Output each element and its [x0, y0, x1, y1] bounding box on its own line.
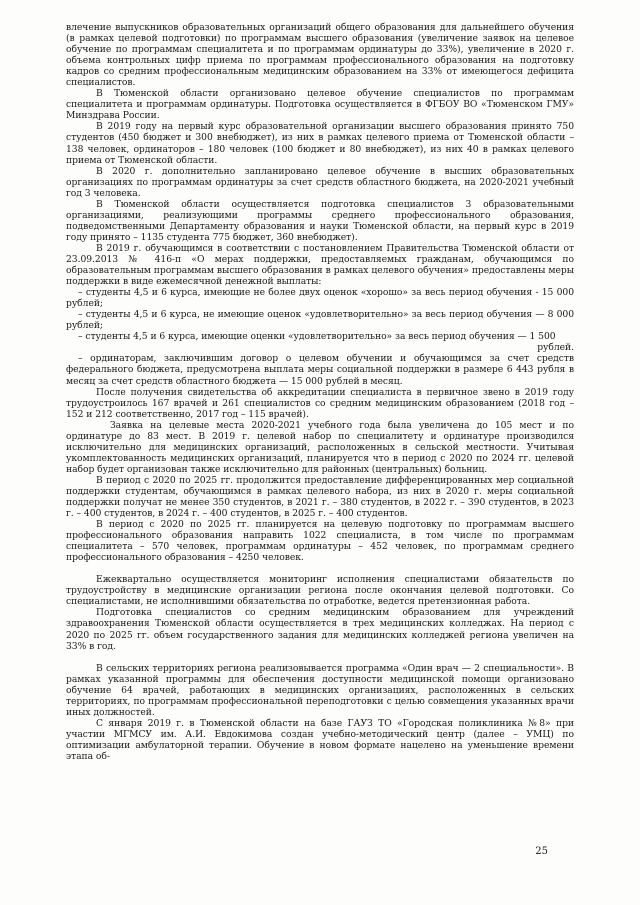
paragraph: После получения свидетельства об аккредитации специалиста в первичное звено в 2019 году трудоустроилось 167 врачей и 261 специалистов со средним медицинским образованием (2018 год – 152 и 212 соответственно, 2017 год – 115 врачей). — [66, 386, 574, 420]
paragraph: В 2019 году на первый курс образовательной организации высшего образования принято 750 студентов (450 бюджет и 300 внебюджет), из них в рамках целевого приема от Тюменской области – 138 человек, ординаторов – 180 человек (100 бюджет и 80 внебюджет), из них 40 в рамках целевого приема от Тюменской области. — [66, 121, 574, 166]
list-item: – ординаторам, заключившим договор о целевом обучении и обучающимся за счет средств федерального бюджета, предусмотрена выплата меры социальной поддержки в размере 6 443 рубля в месяц за счет средств областного бюджета — 15 000 рублей в месяц. — [66, 353, 574, 387]
paragraph: Ежеквартально осуществляется мониторинг исполнения специалистами обязательств по трудоустройству в медицинские организации региона после окончания целевой подготовки. Со специалистами, не исполнившими обязательства по отработке, ведется претензионная работа. — [66, 574, 574, 608]
paragraph: С января 2019 г. в Тюменской области на базе ГАУЗ ТО «Городская поликлиника №8» при участии МГМСУ им. А.И. Евдокимова создан учебно-методический центр (далее – УМЦ) по оптимизации амбулаторной терапии. Обучение в новом формате нацелено на уменьшение времени этапа об- — [66, 717, 574, 762]
paragraph: В период с 2020 по 2025 гг. продолжится предоставление дифференцированных мер социальной поддержки студентам, обучающимся в рамках целевого набора, из них в 2020 г. меры социальной поддержки получат не менее 350 студентов, в 2021 г. – 380 студентов, в 2022 г. – 390 студентов, в 2023 г. – 400 студентов, в 2024 г. – 400 студентов, в 2025 г. – 400 студентов. — [66, 474, 574, 520]
list-item-continuation: рублей. — [537, 342, 574, 354]
paragraph: В сельских территориях региона реализовывается программа «Один врач — 2 специальности». В рамках указанной программы для обеспечения доступности медицинской помощи организовано обучение 64 врачей, работающих в медицинских организациях, расположенных в сельских территориях, по программам профессиональной переподготовки с целью совмещения указанных врачи иных должностей. — [66, 662, 574, 718]
list-item: – студенты 4,5 и 6 курса, имеющие оценки «удовлетворительно» за весь период обучения — 1 500 — [78, 331, 556, 343]
paragraph: Подготовка специалистов со средним медицинским образованием для учреждений здравоохранения Тюменской области осуществляется в трех медицинских колледжах. На период с 2020 по 2025 гг. объем государственного задания для медицинских колледжей региона увеличен на 33% в год. — [66, 607, 574, 652]
paragraph: В период с 2020 по 2025 гг. планируется на целевую подготовку по программам высшего профессионального образования направить 1022 специалиста, в том числе по программам специалитета – 570 человек, программам ординатуры – 452 человек, по программам среднего профессионального образования – 4250 человек. — [66, 519, 574, 564]
list-item: – студенты 4,5 и 6 курса, не имеющие оценок «удовлетворительно» за весь период обучения — 8 000 рублей; — [66, 309, 574, 332]
paragraph: влечение выпускников образовательных организаций общего образования для дальнейшего обучения (в рамках целевой подготовки) по программам высшего образования (увеличение заявок на целевое обучение по программам специалитета и по программам ординатуры до 33%), увеличение в 2020 г. объема контрольных цифр приема по программам профессионального образования на подготовку кадров со средним профессиональным медицинским образованием на 33% от имеющегося дефицита специалистов. — [66, 22, 574, 89]
paragraph: В Тюменской области осуществляется подготовка специалистов 3 образовательными организациями, реализующими программы среднего профессионального образования, подведомственными Департаменту образования и науки Тюменской области, на первый курс в 2019 году принято – 1135 студента 775 бюджет, 360 внебюджет). — [66, 198, 574, 243]
document-body — [66, 22, 574, 762]
paragraph: В 2019 г. обучающимся в соответствии с постановлением Правительства Тюменской области от 23.09.2013 № 416-п «О мерах поддержки, предоставляемых гражданам, обучающимся по образовательным программам высшего образования в рамках целевого обучения» предоставлены меры поддержки в виде ежемесячной денежной выплаты: — [66, 242, 574, 288]
paragraph: В 2020 г. дополнительно запланировано целевое обучение в высших образовательных организациях по программам ординатуры за счет средств областного бюджета, на 2020-2021 учебный год 3 человека. — [66, 165, 574, 199]
page-number: 25 — [535, 846, 548, 857]
list-item: – студенты 4,5 и 6 курса, имеющие не более двух оценок «хорошо» за весь период обучения - 15 000 рублей; — [66, 287, 574, 310]
paragraph: Заявка на целевые места 2020-2021 учебного года была увеличена до 105 мест и по ординатуре до 83 мест. В 2019 г. целевой набор по специалитету и ординатуре производился исключительно для медицинских организаций, расположенных в сельской местности. Учитывая укомплектованность медицинских организаций, планируется что в период с 2020 по 2024 гг. целевой набор будет организован также исключительно для районных (центральных) больниц. — [66, 419, 574, 475]
paragraph: В Тюменской области организовано целевое обучение специалистов по программам специалитета и программам ординатуры. Подготовка осуществляется в ФГБОУ ВО «Тюменском ГМУ» Минздрава России. — [66, 88, 574, 122]
